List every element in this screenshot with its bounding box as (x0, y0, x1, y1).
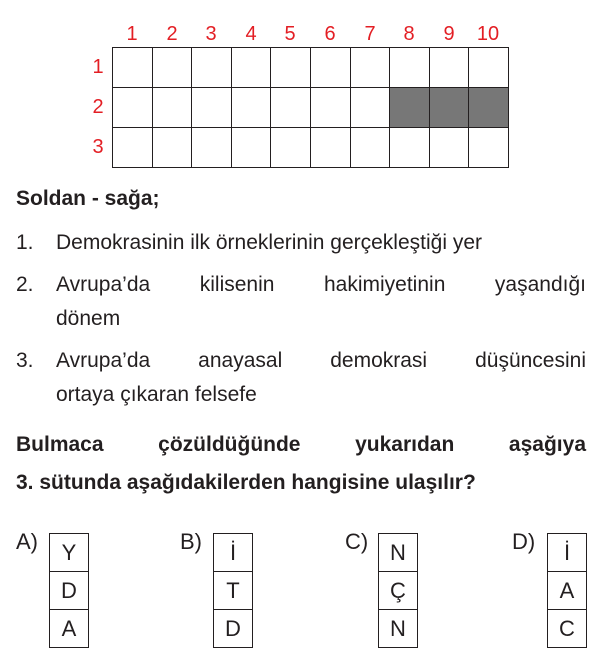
option-b-label[interactable]: B) (180, 529, 202, 554)
clue-number: 1. (16, 231, 34, 254)
option-d-letter-2: A (548, 572, 586, 610)
grid-cell-r1-c7[interactable] (351, 48, 391, 88)
grid-cell-r2-c1[interactable] (113, 88, 153, 128)
clue-1 (16, 226, 586, 260)
column-number-7: 7 (364, 23, 376, 45)
crossword-grid (112, 47, 509, 168)
shaded-cell-r2-c9 (430, 88, 470, 128)
grid-cell-r3-c5[interactable] (271, 128, 311, 168)
option-b-letter-2: T (214, 572, 252, 610)
option-d-column[interactable] (547, 533, 587, 648)
column-number-10: 10 (476, 23, 500, 45)
column-number-4: 4 (245, 23, 257, 45)
column-number-8: 8 (403, 23, 415, 45)
column-number-1: 1 (126, 23, 138, 45)
option-a-letter-2: D (50, 572, 88, 610)
option-d-label[interactable]: D) (512, 529, 536, 554)
clue-text-line-2: ortaya çıkaran felsefe (56, 383, 257, 406)
grid-cell-r3-c9[interactable] (430, 128, 470, 168)
grid-cell-r1-c5[interactable] (271, 48, 311, 88)
question-text (16, 426, 586, 502)
column-number-6: 6 (324, 23, 336, 45)
grid-cell-r3-c7[interactable] (351, 128, 391, 168)
option-c-letter-1: N (379, 534, 417, 572)
grid-cell-r2-c6[interactable] (311, 88, 351, 128)
grid-cell-r1-c9[interactable] (430, 48, 470, 88)
option-a-letter-1: Y (50, 534, 88, 572)
shaded-cell-r2-c8 (390, 88, 430, 128)
option-a-column[interactable] (49, 533, 89, 648)
clue-text-line-1: Avrupa’da kilisenin hakimiyetinin yaşandığı (56, 273, 586, 296)
grid-cell-r2-c5[interactable] (271, 88, 311, 128)
grid-cell-r1-c2[interactable] (153, 48, 193, 88)
option-c-column[interactable] (378, 533, 418, 648)
grid-cell-r3-c1[interactable] (113, 128, 153, 168)
clue-text-line-2: dönem (56, 307, 121, 330)
option-a-label[interactable]: A) (16, 529, 38, 554)
grid-cell-r1-c6[interactable] (311, 48, 351, 88)
question-line-1: Bulmaca çözüldüğünde yukarıdan aşağıya (16, 433, 586, 456)
row-number-2: 2 (92, 96, 104, 118)
grid-cell-r1-c4[interactable] (232, 48, 272, 88)
option-b-letter-3: D (214, 610, 252, 648)
clue-number: 2. (16, 273, 34, 296)
clue-text-line-1: Avrupa’da anayasal demokrasi düşüncesini (56, 349, 586, 372)
grid-cell-r3-c8[interactable] (390, 128, 430, 168)
grid-cell-r3-c2[interactable] (153, 128, 193, 168)
column-number-5: 5 (284, 23, 296, 45)
grid-cell-r1-c3[interactable] (192, 48, 232, 88)
clue-3 (16, 344, 586, 412)
clue-number: 3. (16, 349, 34, 372)
column-number-9: 9 (443, 23, 455, 45)
column-number-2: 2 (166, 23, 178, 45)
option-c-label[interactable]: C) (345, 529, 369, 554)
grid-cell-r3-c3[interactable] (192, 128, 232, 168)
option-c-letter-2: Ç (379, 572, 417, 610)
option-b-letter-1: İ (214, 534, 252, 572)
clue-text: Demokrasinin ilk örneklerinin gerçekleştiği yer (56, 231, 482, 254)
row-number-1: 1 (92, 56, 104, 78)
column-number-3: 3 (205, 23, 217, 45)
grid-cell-r1-c1[interactable] (113, 48, 153, 88)
option-d-letter-3: C (548, 610, 586, 648)
option-d-letter-1: İ (548, 534, 586, 572)
question-line-2: 3. sütunda aşağıdakilerden hangisine ulaşılır? (16, 471, 476, 494)
grid-cell-r2-c7[interactable] (351, 88, 391, 128)
clue-2 (16, 268, 586, 336)
grid-cell-r1-c8[interactable] (390, 48, 430, 88)
option-a-letter-3: A (50, 610, 88, 648)
grid-cell-r2-c2[interactable] (153, 88, 193, 128)
grid-cell-r2-c3[interactable] (192, 88, 232, 128)
grid-cell-r3-c10[interactable] (469, 128, 509, 168)
grid-cell-r3-c6[interactable] (311, 128, 351, 168)
shaded-cell-r2-c10 (469, 88, 509, 128)
row-number-3: 3 (92, 136, 104, 158)
option-b-column[interactable] (213, 533, 253, 648)
grid-cell-r1-c10[interactable] (469, 48, 509, 88)
option-c-letter-3: N (379, 610, 417, 648)
section-heading: Soldan - sağa; (16, 187, 160, 210)
grid-cell-r2-c4[interactable] (232, 88, 272, 128)
grid-cell-r3-c4[interactable] (232, 128, 272, 168)
